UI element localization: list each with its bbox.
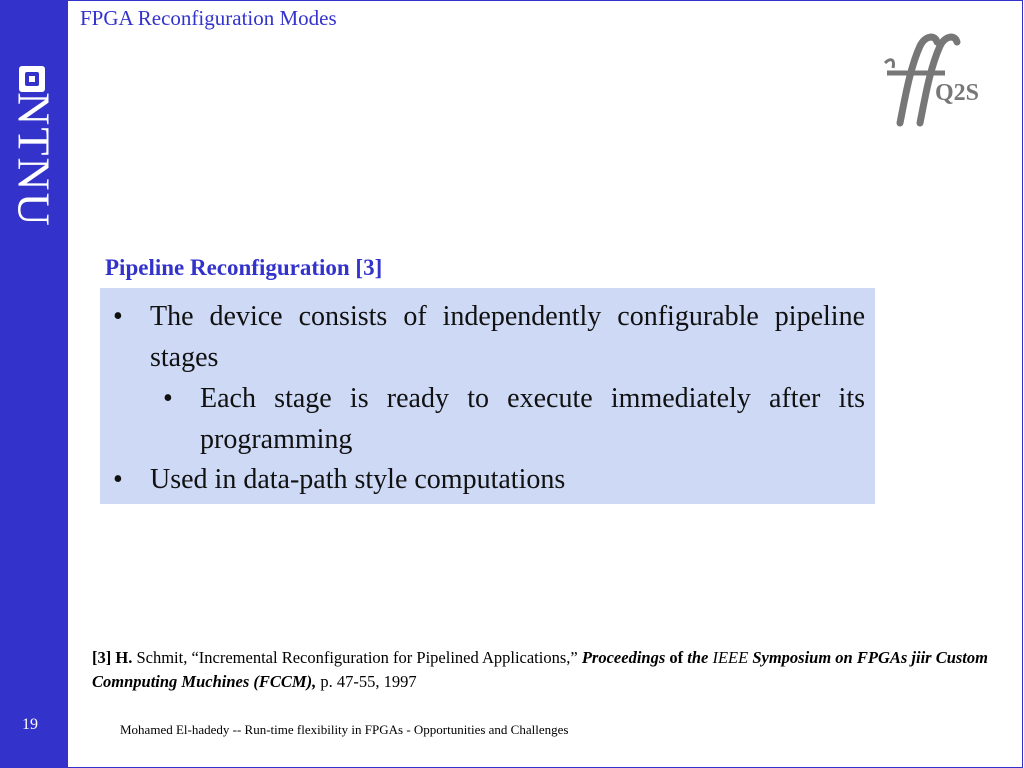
- footer-text: Mohamed El-hadedy -- Run-time flexibility in FPGAs - Opportunities and Challenges: [120, 722, 569, 737]
- ntnu-logo-icon: [19, 66, 45, 92]
- bullet-2: Each stage is ready to execute immediately after its programming: [200, 383, 865, 455]
- bullet-1: The device consists of independently configurable pipeline stages: [150, 301, 865, 373]
- bullet-3: Used in data-path style computations: [150, 464, 566, 495]
- ref-ieee: IEEE: [708, 648, 753, 667]
- ref-of: of: [665, 648, 688, 667]
- bullet-dot: •: [113, 464, 123, 495]
- ref-tag: [3] H.: [92, 648, 133, 667]
- bullet-dot: •: [163, 383, 173, 414]
- section-heading: Pipeline Reconfiguration [3]: [105, 255, 383, 280]
- reference: [92, 646, 1017, 694]
- sidebar: [0, 0, 68, 768]
- ref-title: Schmit, “Incremental Reconfiguration for Pipelined Applications,”: [132, 648, 582, 667]
- ref-proc: Proceedings: [581, 648, 666, 667]
- ref-symposium: Symposium on FPGAs jiir Custom Comnputing Muchines (FCCM),: [92, 648, 988, 691]
- page-number: 19: [22, 716, 38, 733]
- q2s-logo-text: Q2S: [935, 80, 980, 106]
- bullet-dot: •: [113, 301, 123, 332]
- ref-pages: p. 47-55, 1997: [316, 672, 417, 691]
- slide-title: FPGA Reconfiguration Modes: [80, 6, 337, 30]
- brand-vertical: NTNU: [8, 92, 60, 228]
- ref-the: the: [687, 648, 709, 667]
